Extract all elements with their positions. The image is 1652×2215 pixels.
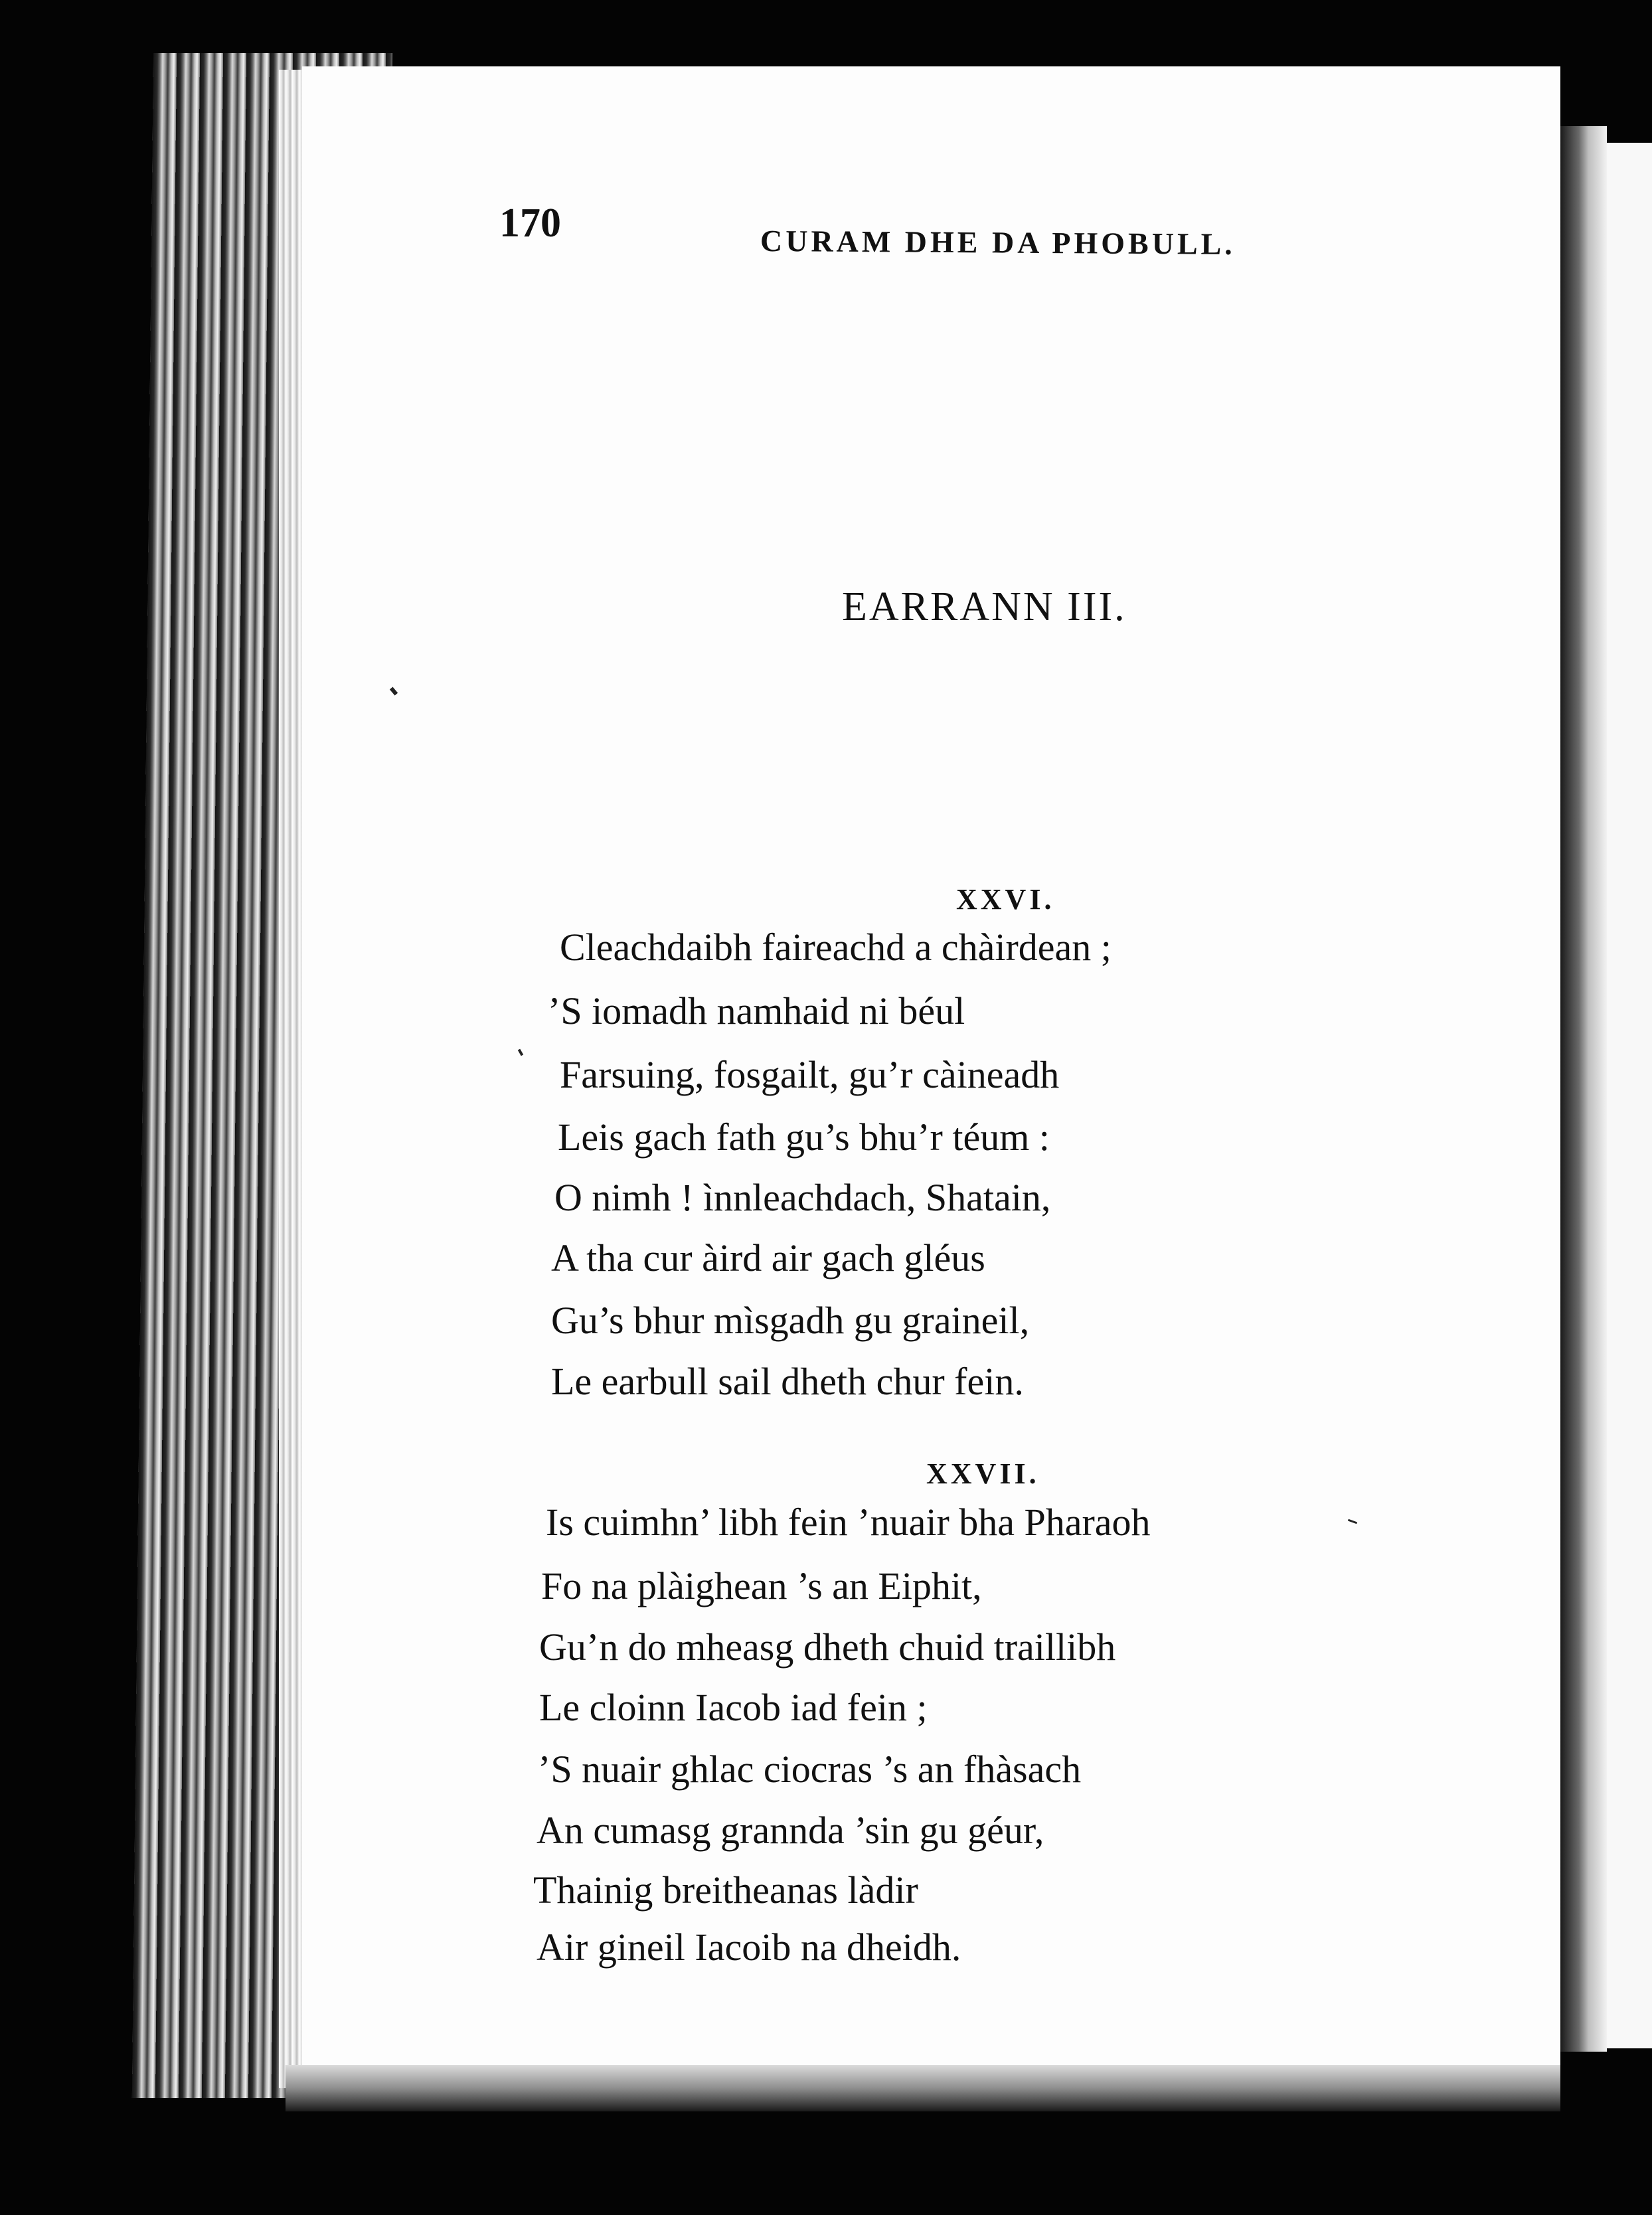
stanza-number: XXVI.: [956, 883, 1055, 916]
verse-line: Gu’n do mheasg dheth chuid traillibh: [539, 1625, 1116, 1669]
verse-line: O nimh ! ìnnleachdach, Shatain,: [554, 1176, 1051, 1219]
facing-page: [1607, 143, 1652, 2048]
verse-line: Farsuing, fosgailt, gu’r càineadh: [560, 1053, 1060, 1096]
facing-page-edge: [1560, 126, 1607, 2052]
verse-line: Fo na plàighean ’s an Eiphit,: [541, 1564, 982, 1607]
verse-line: Is cuimhn’ libh fein ’nuair bha Pharaoh: [546, 1501, 1151, 1544]
verse-line: Le cloinn Iacob iad fein ;: [539, 1686, 928, 1729]
verse-line: ’S iomadh namhaid ni béul: [548, 989, 965, 1032]
verse-line: ’S nuair ghlac ciocras ’s an fhàsach: [538, 1748, 1082, 1791]
verse-line: Leis gach fath gu’s bhu’r téum :: [558, 1115, 1050, 1159]
verse-line: Le earbull sail dheth chur fein.: [551, 1360, 1024, 1403]
verse-line: Air gineil Iacoib na dheidh.: [537, 1926, 961, 1969]
verse-line: Thainig breitheanas làdir: [533, 1868, 918, 1912]
verse-line: An cumasg grannda ’sin gu géur,: [537, 1809, 1044, 1852]
verse-line: Cleachdaibh faireachd a chàirdean ;: [560, 926, 1112, 969]
section-title: EARRANN III.: [842, 584, 1127, 629]
page-bottom-edge: [286, 2065, 1560, 2111]
verse-line: A tha cur àird air gach gléus: [551, 1236, 985, 1279]
stanza-number: XXVII.: [926, 1457, 1040, 1490]
running-head: CURAM DHE DA PHOBULL.: [760, 224, 1236, 261]
page-number: 170: [499, 201, 561, 246]
verse-line: Gu’s bhur mìsgadh gu graineil,: [551, 1299, 1030, 1342]
